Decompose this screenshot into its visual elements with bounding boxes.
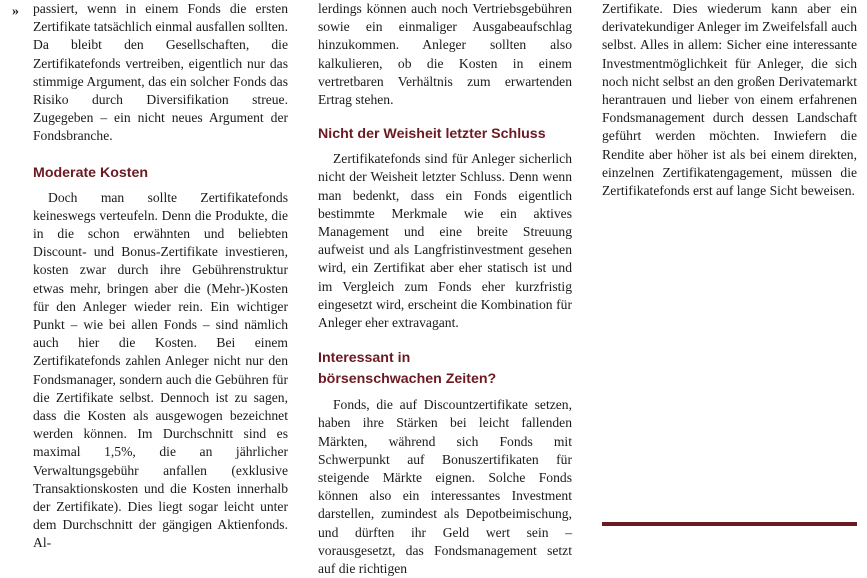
heading-interessant-line-2: börsenschwachen Zeiten? [318, 371, 497, 388]
col3-paragraph-1: Zertifikate. Dies wiederum kann aber ein derivatekundiger Anleger im Zweifelsfall auch selbst. Alles in allem: Sicher eine interessante Investmentmöglichkeit für Anleger, die sich noch nicht selbst an den großen Derivatemarkt herantrauen und lieber von einem erfahrenen Fondsmanagement durch dessen Landschaft geführt werden möchten. Inwiefern die Rendite aber höher ist als bei einem direkten, einzelnen Zertifikatengagement, müssen die Zertifikatefonds erst auf lange Sicht beweisen. [602, 1, 857, 199]
col1-paragraph-2: Doch man sollte Zertifikatefonds keineswegs verteufeln. Denn die Produkte, die in die schon erwähnten und beliebten Discount- und Bonus-Zertifikate investieren, kosten zwar durch ihre Gebührenstruktur etwas mehr, bringen aber die (Mehr-)Kosten für den Anleger wieder rein. Ein wichtiger Punkt – wie bei allen Fonds – sind nämlich auch hier die Kosten. Bei einem Zertifikatefonds zahlen Anleger nicht nur den Fondsmanager, sondern auch die Gebühren für die Zertifikate selbst. Dennoch ist zu sagen, dass die Kosten als ausgewogen bezeichnet werden können. Im Durchschnitt sind es maximal 1,5%, die an jährlicher Verwaltungsgebühr anfallen (exklusive Transaktionskosten und die Kosten innerhalb der Zertifikate). Dies liegt sogar leicht unter dem Durchschnitt der gängigen Aktienfonds. Al- [33, 189, 288, 551]
heading-moderate-kosten: Moderate Kosten [33, 164, 149, 181]
col2-paragraph-2: Zertifikatefonds sind für Anleger sicherlich nicht der Weisheit letzter Schluss. Denn wenn man bedenkt, dass ein Fonds eigentlich bestimmte Merkmale wie ein aktives Management und eine breite Streuung aufweist und als Langfristinvestment gesehen wird, ein Zertifikat aber eher statisch ist und im Vergleich zum Fonds eher kurzfristig eingesetzt wird, erscheint die Kombination für Anleger eher extravagant. [318, 151, 572, 331]
column-1 [33, 0, 288, 553]
col2-paragraph-1: lerdings können auch noch Vertriebsgebühren sowie ein einmaliger Ausgabeaufschlag hinzukommen. Anleger sollten also kalkulieren, ob die Kosten in einem vertretbaren Verhältnis zum erwartenden Ertrag stehen. [318, 1, 572, 108]
col1-paragraph-1: passiert, wenn in einem Fonds die ersten Zertifikate tatsächlich einmal ausfallen sollten. Da bleibt den Gesellschaften, die Zertifikatefonds vertreiben, eigentlich nur das stimmige Argument, das ein solcher Fonds das Risiko durch Diversifikation streue. Zugegeben – ein nicht neues Argument der Fondsbranche. [33, 1, 288, 144]
column-2 [318, 0, 572, 578]
heading-weisheit: Nicht der Weisheit letzter Schluss [318, 126, 546, 143]
closing-rule [602, 522, 857, 526]
heading-interessant [318, 348, 572, 390]
column-3 [602, 0, 857, 200]
heading-interessant-line-1: Interessant in [318, 350, 411, 367]
col2-paragraph-3: Fonds, die auf Discountzertifikate setzen, haben ihre Stärken bei leicht fallenden Märkten, während sich Fonds mit Schwerpunkt auf Bonuszertifikaten für steigende Märkte eignen. Solche Fonds können also ein interessantes Investment darstellen, zumindest als Depotbeimischung, und dürften ihr Geld wert sein – vorausgesetzt, das Fondsmanagement setzt auf die richtigen [318, 397, 572, 577]
continuation-marker: » [12, 4, 19, 19]
